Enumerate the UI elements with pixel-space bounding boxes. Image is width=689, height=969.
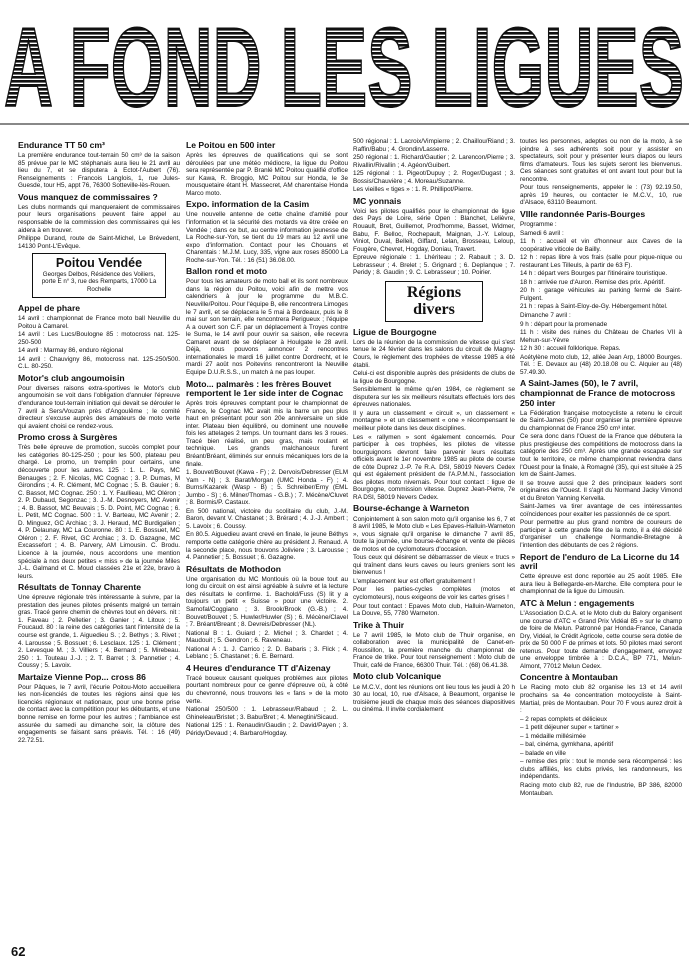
article-paragraph: – remise des prix : tout le monde sera récompensé : les clubs affiliés, les clubs privés, les randonneurs, les indépendants. (520, 758, 682, 781)
article-trike-a-thuir (353, 621, 515, 670)
article-headline: Moto... palmarès : les frères Bouvet remportent le 1er side inter de Cognac (186, 378, 344, 399)
article-paragraph: – 2 repas complets et délicieux (520, 715, 608, 723)
article-paragraph: Dimanche 7 avril : (520, 312, 571, 320)
article-paragraph: Les « rallymen » sont également concernés. Pour participer à ces trophées, les pilotes de vitesse bourguignons devront faire parvenir leurs résultats officiels avant le 1er novembre 1985 au pilote de course de côte Duprez J.-P. 7e R.A. DSI, 58019 Nevers Cedex qui est également président de l'A.P.M.N., l'association des pilotes moto nivernais. Pour tout contact : ligue de Bourgogne, commission vitesse. Duprez Jean-Pierre, 7e RA DSI, 58019 Nevers Cedex. (353, 433, 515, 501)
article-headline: Promo cross à Surgères (18, 432, 118, 443)
article-paragraph: 12 h 30 : accueil folklorique. Repas. (520, 345, 621, 353)
article-paragraph: Après les épreuves de qualifications qui se sont déroulées par une météo médiocre, la ligue du Poitou sera représentée par P. Branlé MC Poitou qualifié d'office sur Kawa, R. Broggio, MC Poitou sur Honda, le 3e mousquetaire étant H. Massecret, AM charentaise Honda Marco moto. (186, 152, 348, 197)
article-vous-manquez-de-commissaires (18, 193, 180, 250)
article-resultats-de-tonnay-charente (18, 583, 180, 670)
article-atc-a-melun-engagements (520, 599, 682, 670)
article-paragraph: 11 h : accueil et vin d'honneur aux Caves de la coopérative viticole de Bailly. (520, 238, 682, 253)
column-1 (18, 138, 180, 930)
article-paragraph: Il y aura un classement « circuit », un classement « montagne » et un classement « one » récompensant le meilleur pilote dans les deux disciplines. (353, 409, 515, 432)
article-promo-cross-a-surgeres (18, 433, 180, 580)
article-paragraph: Pour les parties-cycles complètes (motos et cyclomoteurs), nous exigeons de voir les cartes grises ! (353, 586, 515, 601)
article-paragraph: Très belle épreuve de promotion, succès complet pour les catégories 80-125-250 ; pour les 500, plateau peu chargé. Le promo, un tremplin pour certains, une découverte pour les autres. 125 : 1. L. Pays, MC Benauges ; 2. F. Nicolas, MC Cognac ; 3. P. Dumas, M Girondins ; 4. R. Clément, MC Cognac ; 5. B. Gauier ; 6. C. Bassot, MC Cognac. 250 : 1. Y. Faullieau, MC Oléron ; 2. P. Dubaud, Segonzac ; 3. J.-M. Desnoyers, MC Avenir ; 4. B. Bassot, MC Beuvais ; 5. D. Point, MC Cognac ; 6. L. Petit, MC Cognac. 500 : 1. V. Barteau, MC Avenir ; 2. D. Minguez, GC Archiac ; 3. J. Heraud, MC Burdigalien ; 4. P. Delaunay, MC La Couronne. 80 : 1. E. Bossuet, MC Oléron ; 2. F. Rivet, GC Archiac ; 3. D. Gazagne, MC Excassefort ; 4. B. Parvery, AM Limousin. C. Brodu. Licence à la journée, nous accordons une mention spéciale à nos deux petites « miss » de la journée Miles J.-L. Galmand et C. Moud classées 21e et 22e, bravo à leurs. (18, 444, 180, 580)
article-paragraph: – balade en ville (520, 749, 566, 757)
article-headline: Motor's club angoumoisin (18, 372, 125, 383)
article-paragraph: National A : 1. J. Carrico ; 2. D. Babaris ; 3. Flick ; 4. Leblanc ; 5. Chastanet ; 6. E. Bernard. (186, 645, 348, 661)
article-paragraph: 20 h : garage véhicules au parking fermé de Saint-Fulgent. (520, 287, 682, 302)
article-paragraph: Le 7 avril 1985, le Moto club de Thuir organise, en collaboration avec la municipalité de Canet-en-Roussillon, la première manche du championnat de France de trike. Pour tout renseignement : Moto club de Thuir, café de France, 66300 Thuir. Tél. : (68) 06.41.38. (353, 631, 515, 669)
article-headline: Ballon rond et moto (186, 266, 268, 277)
article-concentre-a-montauban (520, 673, 682, 797)
article-a-saint-james-50-le-7-avril-championnat- (520, 379, 682, 549)
article-paragraph: Pour tous les amateurs de moto ball et ils sont nombreux dans la région du Poitou, voici afin de mettre vos calendriers à jour le programme du M.B.C. Neuville/Poitou. Pour l'équipe B, elle rencontrera Limoges le 7 avril, et se déplacera le 5 mai à Bordeaux, puis le 8 mai sur son terrain, elle rencontrera Perigueux ; l'équipe A a ouvert son C.F. par un déplacement à Troyes contre le Suma, le 14 avril pour ouvrir sa saison, elle recevra Camaret avant de se déplacer à Houlgate le 28 avril. Déjà, nous pouvons annoncer 2 rencontres internationales le mardi 16 juillet contre Dordrecht, et le mardi 27 août nos Poitevins rencontreront la Neuville Equipe D.U.R.S.S., un match à ne pas louper. (186, 278, 348, 376)
article-paragraph: Les vieilles « tiges » : 1. R. Phillipot/Pierre. (353, 186, 473, 194)
article-paragraph: National 125 : 1. Renaudin/Gaudin ; 2. David/Payen ; 3. Péridy/Devaud ; 4. Barbaro/Hogday. (186, 722, 348, 737)
article-headline: Report de l'enduro de La Licorne du 14 avril (520, 551, 680, 572)
article-paragraph: 14 avril : Les Lucs/Boulogne 85 : motocross nat. 125-250-500 (18, 331, 180, 346)
article-headline: Résultats de Tonnay Charente (18, 582, 142, 593)
article-paragraph: 14 avril : championnat de France moto ball Neuville du Poitou à Camarel. (18, 315, 180, 330)
article-paragraph: Samedi 6 avril : (520, 229, 564, 237)
article-headline: Résultats de Mothodon (186, 563, 282, 574)
article-paragraph: Racing moto club 82, rue de l'Industrie, BP 386, 82000 Montauban. (520, 781, 682, 797)
article-paragraph: Il se trouve aussi que 2 des principaux leaders sont originaires de l'Ouest. Il s'agit du Normand Jacky Vimond et du Breton Yanning Kervella. (520, 479, 682, 502)
article-headline: Martaize Vienne Pop... cross 86 (18, 671, 146, 682)
article-paragraph: La Fédération française motocycliste a retenu le circuit de Saint-James (50) pour organiser la première épreuve du championnat de France 250 cm³ inter. (520, 409, 682, 432)
article-paragraph: Ce sera donc dans l'Ouest de la France que débutera la plus prestigieuse des compétitions de motocross dans la catégorie des 250 cm³. Après une grande escapade sur tout le territoire, ce même championnat reviendra dans l'Ouest pour la finale, à Romagné (35), qui est située à 25 km de Saint-James. (520, 433, 682, 479)
article-paragraph: Conjointement à son salon moto qu'il organise les 6, 7 et 8 avril 1985, le Moto club « Les Epaves-Halluin-Warneton », vous signale qu'il organise le dimanche 7 avril 85, toute la journée, une bourse-échange et vente de pièces de motos et de cyclomoteurs d'occasion. (353, 515, 515, 553)
article-paragraph: Pour permettre au plus grand nombre de coureurs de participer à cette grande fête de la moto, il a été décidé d'organiser un challenge Normandie-Bretagne à l'intention des débutants de ces 2 régions. (520, 519, 682, 549)
article-headline: Expo. information de la Casim (186, 199, 310, 210)
article-moto-palmares-les-freres-bouvet-remporte (186, 380, 348, 562)
article-le-poitou-en-500-inter (186, 141, 348, 197)
article-report-de-l-enduro-de-la-licorne-du-14-a (520, 553, 682, 596)
article-paragraph: Lors de la réunion de la commission de vitesse qui s'est tenue le 24 février dans les salons du circuit de Magny-Cours, le règlement des trophées de vitesse 1985 a été établi. (353, 338, 515, 369)
article-bourse-echange-a-warneton (353, 504, 515, 617)
article-paragraph: Sensiblement le même qu'en 1984, ce règlement se disputera sur les six meilleurs résultats effectués lors des épreuves nationales. (353, 386, 515, 409)
article-paragraph: National B : 1. Guiard ; 2. Michel ; 3. Chardet ; 4. Maudouit ; 5. Gendron ; 6. Raveneau. (186, 629, 348, 645)
article-paragraph: Une épreuve régionale très intéressante à suivre, par la prestation des jeunes pilotes présents malgré un terrain gras. Tracé genre chemin de chèvres tout en dévers. nit : 1. Faveau ; 2. Pelletier ; 3. Ganier ; 4. Litoux ; 5. Foucaud. 80 : la reine des catégories tant l'intensité de la course est grande, 1. Aiguedieu S. ; 2. Bethys ; 3. Rivet ; 4. Larousse ; 5. Bossuet ; 6. Lesclaux. 125 : 1. Clément ; 2. Levesque M. ; 3. Villiers ; 4. Bernard ; 5. Mirebeau. 250 : 1. Touteau J.-J. ; 2. T. Barret ; 3. Pannetier ; 4. Coussy ; 5. Lavoix. (18, 594, 180, 670)
header-title: A FOND LES LIGUES (4, 5, 684, 128)
article-paragraph: En 80.5. Aiguedieu avant crevé en finale, le jeune Béthys remporte cette catégorie chère au président J. Renaud. A la seconde place, nous trouvons Joliviere ; 3. Larousse ; 4. Pannetier ; 5. Bossuet ; 6. Gazagne. (186, 531, 348, 562)
article-paragraph: 11 h : visite des ruines du Château de Charles VII à Mehun-sur-Yèvre (520, 329, 682, 344)
article-paragraph: 9 h : départ pour la promenade (520, 320, 608, 328)
article-mc-yonnais (353, 197, 515, 277)
article-paragraph: Celui-ci est disponible auprès des présidents de clubs de la ligue de Bourgogne. (353, 370, 515, 385)
article-headline: ATC à Melun : engagements (520, 597, 635, 608)
article-paragraph: 500 régional : 1. Lacroix/Vimpierre ; 2. Chaillou/Riand ; 3. Raffin/Babu ; 4. Grondin/Lasserre. (353, 138, 515, 153)
article-paragraph: Le M.C.V., dont les réunions ont lieu tous les jeudi à 20 h 30 au local, 10, rue d'Alsace, à Beaumont, organise le troisième jeudi de chaque mois des séances diapositives ou cinéma. Il invite cordialement (353, 683, 515, 714)
article-endurance-tt-50-cm (18, 141, 180, 190)
article-paragraph: – 1 médaille millésimée (520, 732, 586, 740)
column-4 (520, 138, 682, 954)
article-continued (520, 138, 682, 207)
page-header (0, 0, 689, 128)
article-headline: A Saint-James (50), le 7 avril, championnat de France de motocross 250 inter (520, 378, 676, 408)
article-paragraph: Philippe Durand, route de Saint-Michel, Le Brévedent, 14130 Pont-L'Evêque. (18, 235, 180, 250)
box-title: Régions divers (406, 283, 462, 318)
article-headline: Ligue de Bourgogne (353, 326, 437, 337)
article-resultats-de-mothodon (186, 565, 348, 661)
article-ballon-rond-et-moto (186, 267, 348, 376)
article-paragraph: – bal, cinéma, gymkhana, apéritif (520, 741, 614, 749)
article-headline: Moto club Volcanique (353, 671, 442, 682)
article-ligue-de-bourgogne (353, 328, 515, 502)
article-paragraph: 14 avril : Marmay 86, enduro régional (18, 347, 124, 355)
article-paragraph: 14 avril : Chauvigny 86, motocross nat. 125-250/500. C.L. 80-250. (18, 355, 180, 371)
article-headline: Endurance TT 50 cm³ (18, 140, 105, 150)
article-paragraph: Pour tous renseignements, appeler le : (73) 92.19.50, après 19 heures, ou contacter le M.C.V., 10, rue d'Alsace, 63110 Beaumont. (520, 184, 682, 207)
article-moto-club-volcanique (353, 672, 515, 713)
article-headline: Le Poitou en 500 inter (186, 140, 276, 150)
article-paragraph: Tracé boueux causant quelques problèmes aux pilotes pourtant nombreux pour ce genre d'épreuve où, à côté du chevronné, nous trouvons les « fans » de la moto verte. (186, 674, 348, 705)
article-paragraph: Pour Pâques, le 7 avril, l'écurie Poitou-Moto accueillera les non-licenciés de toutes les régions ainsi que les licenciés régionaux et nationaux, pour une bonne prise de contact avec la compétition pour les débutants, et une bonne remise en forme pour les autres ; l'ambiance est assurée du samedi au dimanche soir, la clôture des engagements se faisant sans préavis. Tél. : 16 (49) 22.72.51. (18, 683, 180, 744)
article-paragraph: 125 régional : 1. Pigeot/Dupuy ; 2. Roger/Dugast ; 3. Bossis/Chauvière ; 4. Moreau/Suzanne. (353, 170, 515, 185)
article-headline: MC yonnais (353, 195, 402, 206)
article-paragraph: 12 h : repas libre à vos frais (salle pour pique-nique ou restaurant Les Tilleuls, à partir de 63 F). (520, 254, 682, 269)
region-box-regions-divers (385, 281, 483, 322)
article-paragraph: Acétylène moto club, 12, allée Jean Arp, 18000 Bourges. Tél. : E. Devaux au (48) 20.18.08 ou C. Alquier au (48) 57.49.30. (520, 353, 682, 376)
article-paragraph: 250 régional : 1. Richard/Gautier ; 2. Larencon/Pierre ; 3. Rivallin/Rivallin ; 4. Agéon/Guibert. (353, 154, 515, 169)
article-paragraph: Une nouvelle antenne de cette chaîne d'amitié pour l'information et la sécurité des motards va être créée en Vendée ; dans ce but, au centre information jeunesse de La Roche-sur-Yon, se tient du 19 mars au 12 avril une expo d'information. Contact pour les Chouans et Charentais : M.J.M. Lucy, 335, vigne aux roses 85000 La Roche-sur-Yon. Tél. : 16 (51) 36.08.00. (186, 211, 348, 264)
article-paragraph: 1. Bouvet/Bouvet (Kawa - F) ; 2. Dervois/Debresser (ELM Yam - N) ; 3. Barat/Morgan (UMC Honda - F) ; 4. Burns/Kazarek (Wasp - B) ; 5. Schreiber/Erny (EML Jumbo - S) ; 6. Milner/Thomas - G.B.) ; 7. Mécène/Cluvet ; 8. Bormis/P. Castaux. (186, 469, 348, 507)
article-paragraph: Programme : (520, 221, 557, 229)
article-paragraph: 18 h : arrivée rue d'Auron. Remise des prix. Apéritif. (520, 278, 666, 286)
article-paragraph: toutes les personnes, adeptes ou non de la moto, à se joindre à ses adhérents soit pour y assister en spectateurs, soit pour y présenter leurs diapos ou leurs films d'amateurs. Tous les sujets seront les bienvenus. Ces séances sont gratuites et ont avant tout pour but la rencontre. (520, 138, 682, 183)
article-paragraph: Une organisation du MC Montlouis où la boue tout au long du circuit on est ainsi agréable à suivre et la lecture des résultats le confirme. 1. Bachold/Fuss (S) lit y a toujours un petit « Suisse » pour une victoire. 2. Samofal/Coggiano ; 3. Brook/Brook (G.-B.) ; 4. Bouvet/Bouvet ; 5. Huwler/Huwler (S) ; 6. Mécène/Clavel ; 7. Bréant/Breant ; 8. Devreis/Debresser (NL). (186, 575, 348, 629)
header-banner (0, 0, 689, 128)
article-headline: Appel de phare (18, 302, 81, 313)
article-paragraph: – 1 petit déjeuner super « tartiner » (520, 724, 619, 732)
article-paragraph: National 250/500 : 1. Lebrasseur/Rabaud ; 2. L. Ghineleau/Bristet ; 3. Babu/Bret ; 4. Menegtini/Sicaud. (186, 706, 348, 721)
article-viiie-randonnee-paris-bourges (520, 210, 682, 376)
article-paragraph: Les clubs normands qui manqueraient de commissaires pour leurs organisations peuvent faire appel au responsable de la commission des commissaires qui les aidera à en trouver. (18, 203, 180, 234)
article-paragraph: Après trois épreuves comptant pour le championnat de France, le Cognac MC avait mis la barre un peu plus haut en présentant pour son 20e anniversaire un side inter. Plateau bien équilibré, ou dominent une nouvelle fois les attelages 2 temps. Un tournant dans les 3 roues. Tracé bien réalisé, un peu gras, mais roulant et technique. Les grands malchanceux furent Bréant/Bréant, éliminés sur ennuis mécaniques lors de la finale. (186, 400, 348, 468)
box-title: Poitou Vendée (55, 256, 143, 271)
article-paragraph: L'Association D.C.A. et le Moto club du Balory organisent une course d'ATC « Grand Prix Vidéal 85 » sur le champ de foire de Melun. Patronné par Honda-France, Canada Dry, Vidéal, le Crédit Agricole, cette course sera dotée de prix de 50 000 F de primes et lots. 50 pilotes maxi seront retenus. Pour toute demande d'engagement, envoyez une enveloppe timbrée à : D.C.A., BP 771, Melun-Almont, 77012 Melun Cedex. (520, 609, 682, 670)
column-3 (353, 138, 515, 954)
article-continued (353, 138, 515, 194)
article-paragraph: Pour tout contact : Epaves Moto club, Halluin-Warneton, La Douve, 55, 7780 Warneton. (353, 602, 515, 618)
article-4-heures-d-endurance-tt-d-aizenay (186, 664, 348, 737)
article-headline: VIIIe randonnée Paris-Bourges (520, 208, 646, 219)
article-paragraph: Saint-James va tirer avantage de ces intéressantes coïncidences pour exalter les passionnés de ce sport. (520, 503, 682, 518)
article-paragraph: Le Racing moto club 82 organise les 13 et 14 avril prochains sa 4e concentration motocycliste à Saint-Martial, près de Montauban. Pour 70 F vous aurez droit à : (520, 684, 682, 715)
box-address: Georges Delbos, Résidence des Voiliers, porte E n° 3, rue des Remparts, 17000 La Rochelle (41, 270, 157, 293)
article-paragraph: Tous ceux qui désirent se débarrasser de vieux « trucs » qui traînent dans leurs caves ou leurs greniers sont les bienvenus ! (353, 554, 515, 577)
column-2 (186, 138, 348, 954)
article-paragraph: Pour diverses raisons extra-sportives le Motor's club angoumoisin se voit dans l'obligation d'annuler l'épreuve d'endurance tout-terrain initiation qui devait se dérouler le 7 avril à Sers/Vouzan près d'Angoulême ; le comité directeur s'excuse auprès des amateurs de moto verte qui avaient choisi ce rendez-vous. (18, 384, 180, 430)
article-paragraph: 14 h : départ vers Bourges par l'itinéraire touristique. (520, 270, 668, 278)
page-number: 62 (11, 944, 26, 959)
article-headline: 4 Heures d'endurance TT d'Aizenay (186, 662, 331, 673)
article-paragraph: 21 h : repas à Saint-Eloy-de-Gy. Hébergement hôtel. (520, 303, 668, 311)
article-paragraph: Epreuve régionale : 1. Lhériteau ; 2. Rabault ; 3. D. Lebrasseur ; 4. Brelet ; 5. Grignard ; 6. Deplanque ; 7. Peridy ; 8. Gaudin ; 9. C. Lebrasseur ; 10. Poirier. (353, 254, 515, 277)
article-headline: Vous manquez de commissaires ? (18, 191, 158, 202)
article-appel-de-phare (18, 304, 180, 371)
article-paragraph: Voici les pilotes qualifiés pour le championnat de ligue des Pays de Loire, série Open : Blanchet, Lelièvre, Rouault, Bret, Guillemot, Prod'homme, Basset, Widmer, Babu, F. Belloc, Rochepault, Maignan, J.-Y. Leloup, Viniot, Duval, Belleil, Giffard, Lelan, Brosseau, Leloup, Fougère, Chevret, Hogday, Doniau, Travert. (353, 207, 515, 253)
article-expo-information-de-la-casim (186, 200, 348, 264)
article-martaize-vienne-pop-cross-86 (18, 673, 180, 744)
article-headline: Trike à Thuir (353, 619, 405, 630)
article-headline: Bourse-échange à Warneton (353, 503, 470, 514)
article-paragraph: L'emplacement leur est offert gratuitement ! (353, 577, 476, 585)
article-paragraph: Cette épreuve est donc reportée au 25 août 1985. Elle aura lieu à Bellegarde-en-Marche. Elle comptera pour le championnat de la ligue du Limousin. (520, 573, 682, 596)
region-box-poitou-vendee (32, 253, 166, 298)
article-paragraph: En 500 national, victoire du scolitaire du club, J.-M. Baron, devant V. Chastanet ; 3. Brérard ; 4. J.-J. Ambert ; 5. Lavoix ; 6. Coussy. (186, 507, 348, 530)
article-motor-s-club-angoumoisin (18, 374, 180, 430)
article-headline: Concentre à Montauban (520, 672, 618, 683)
article-paragraph: La première endurance tout-terrain 50 cm³ de la saison 85 prévue par le MC stéphanais aura lieu le 21 avril au lieu du 7, et se disputera à Ectot-l'Aubert (76). Renseignements : Francois Langlois, 1, rue Jules-Guesde, tour H5, appt 76, 76300 Sotteville-lès-Rouen. (18, 152, 180, 190)
